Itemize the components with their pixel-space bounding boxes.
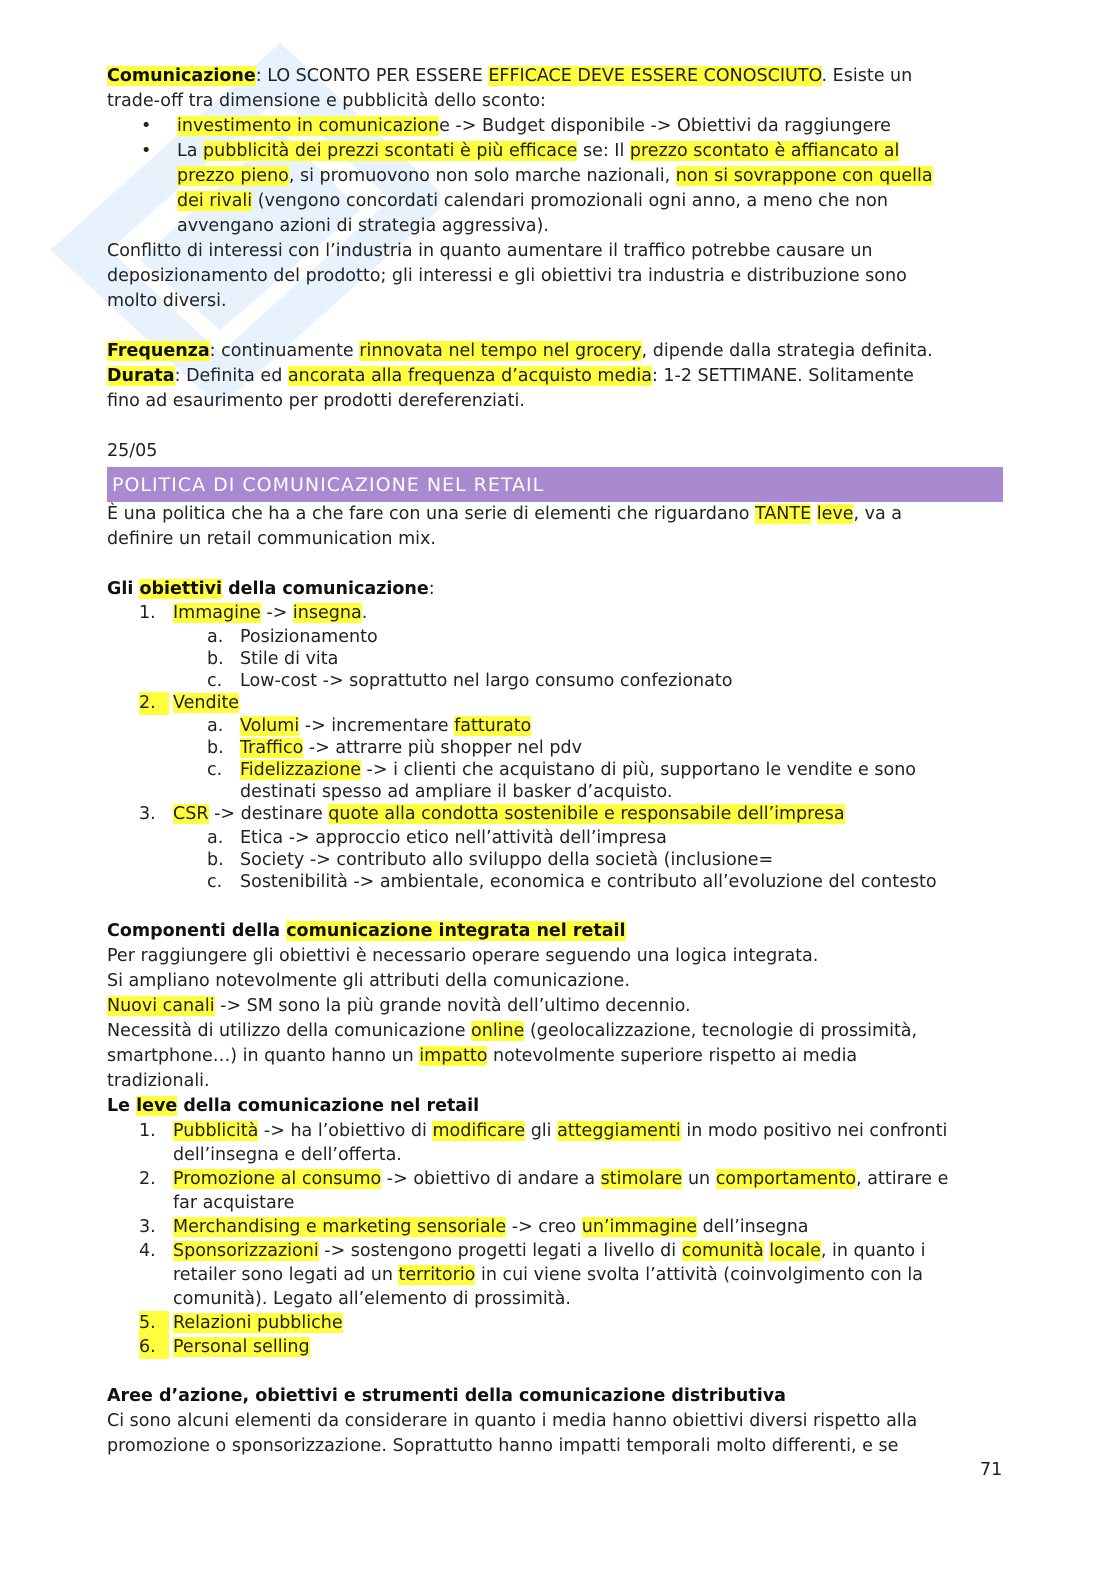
objective-subitem: b. Traffico -> attrarre più shopper nel pdv bbox=[207, 738, 582, 758]
objectives-list bbox=[107, 602, 1003, 626]
components-line: Per raggiungere gli obiettivi è necessario operare seguendo una logica integrata. bbox=[107, 945, 819, 966]
lever-item: 6. Personal selling bbox=[139, 1336, 310, 1357]
objective-subitem: a. Etica -> approccio etico nell’attività dell’impresa bbox=[207, 827, 667, 848]
document-page bbox=[107, 64, 1003, 1459]
objective-subitem: c. Low-cost -> soprattutto nel largo consumo confezionato bbox=[207, 670, 733, 691]
objective-subitem: c. Fidelizzazione -> i clienti che acquistano di più, supportano le vendite e sono destinati spesso ad ampliare il basker d’acquisto. bbox=[207, 760, 917, 802]
lever-item: 2. Promozione al consumo -> obiettivo di andare a stimolare un comportamento, attirare e far acquistare bbox=[139, 1168, 949, 1213]
objective-item: 1. Immagine -> insegna. bbox=[139, 603, 368, 623]
areas-title: Aree d’azione, obiettivi e strumenti della comunicazione distributiva bbox=[107, 1385, 786, 1406]
components-line: Si ampliano notevolmente gli attributi della comunicazione. bbox=[107, 970, 630, 991]
components-line: Necessità di utilizzo della comunicazione online (geolocalizzazione, tecnologie di prossimità, smartphone…) in quanto hanno un impatto notevolmente superiore rispetto ai media tradizionali. bbox=[107, 1020, 918, 1091]
areas-line: Ci sono alcuni elementi da considerare in quanto i media hanno obiettivi diversi rispetto alla bbox=[107, 1410, 918, 1431]
objective-item: 2. Vendite bbox=[107, 692, 1003, 716]
page-number: 71 bbox=[980, 1460, 1003, 1480]
section-heading: POLITICA DI COMUNICAZIONE NEL RETAIL bbox=[107, 467, 1003, 502]
date-label: 25/05 bbox=[107, 441, 158, 461]
bullet-item: • La pubblicità dei prezzi scontati è più efficace se: Il prezzo scontato è affiancato al prezzo pieno, si promuovono non solo marche nazionali, non si sovrappone con quella dei rivali (vengono concordati calendari promozionali ogni anno, a meno che non avvengano azioni di strategia aggressiva). bbox=[107, 139, 1003, 239]
components-title: Componenti della comunicazione integrata nel retail bbox=[107, 920, 626, 941]
duration-line-cont: fino ad esaurimento per prodotti dereferenziati. bbox=[107, 391, 525, 411]
lever-item: 5. Relazioni pubbliche bbox=[139, 1312, 343, 1333]
lever-item: 3. Merchandising e marketing sensoriale -> creo un’immagine dell’insegna bbox=[139, 1216, 809, 1237]
communication-paragraph: Comunicazione: LO SCONTO PER ESSERE EFFICACE DEVE ESSERE CONOSCIUTO. Esiste un bbox=[107, 66, 913, 86]
levers-list bbox=[107, 1119, 1003, 1359]
components-line: Nuovi canali -> SM sono la più grande novità dell’ultimo decennio. bbox=[107, 995, 691, 1016]
objective-subitem: b. Stile di vita bbox=[207, 648, 339, 669]
objective-subitems bbox=[107, 715, 1003, 803]
objective-subitems bbox=[107, 827, 1003, 893]
lever-item: 1. Pubblicità -> ha l’obiettivo di modificare gli atteggiamenti in modo positivo nei confronti dell’insegna e dell’offerta. bbox=[139, 1120, 948, 1165]
objective-subitem: c. Sostenibilità -> ambientale, economica e contributo all’evoluzione del contesto bbox=[207, 871, 937, 892]
objectives-title: Gli obiettivi della comunicazione: bbox=[107, 579, 435, 599]
conflict-paragraph: Conflitto di interessi con l’industria in quanto aumentare il traffico potrebbe causare un deposizionamento del prodotto; gli interessi e gli obiettivi tra industria e distribuzione sono molto diversi. bbox=[107, 241, 907, 311]
objective-item: 3. CSR -> destinare quote alla condotta sostenibile e responsabile dell’impresa bbox=[139, 804, 845, 824]
objective-subitem: b. Society -> contributo allo sviluppo della società (inclusione= bbox=[207, 849, 774, 870]
objectives-list bbox=[107, 692, 1003, 716]
objectives-list bbox=[107, 803, 1003, 827]
duration-line: Durata: Definita ed ancorata alla frequenza d’acquisto media: 1-2 SETTIMANE. Solitamente bbox=[107, 366, 914, 386]
lever-item: 4. Sponsorizzazioni -> sostengono progetti legati a livello di comunità locale, in quanto i retailer sono legati ad un territorio in cui viene svolta l’attività (coinvolgimento con la comunità). Legato all’elemento di prossimità. bbox=[139, 1240, 926, 1309]
intro-paragraph: È una politica che ha a che fare con una serie di elementi che riguardano TANTE leve, va a definire un retail communication mix. bbox=[107, 504, 902, 549]
objective-subitems bbox=[107, 626, 1003, 692]
objective-subitem: a. Volumi -> incrementare fatturato bbox=[207, 716, 532, 736]
areas-line: promozione o sponsorizzazione. Soprattutto hanno impatti temporali molto differenti, e se bbox=[107, 1435, 899, 1456]
bullet-item: • investimento in comunicazione -> Budget disponibile -> Obiettivi da raggiungere bbox=[107, 114, 1003, 139]
levers-title: Le leve della comunicazione nel retail bbox=[107, 1095, 480, 1116]
objective-subitem: a. Posizionamento bbox=[207, 626, 378, 647]
frequency-line: Frequenza: continuamente rinnovata nel tempo nel grocery, dipende dalla strategia definita. bbox=[107, 341, 933, 361]
bullet-list bbox=[107, 114, 1003, 239]
communication-paragraph-cont: trade-off tra dimensione e pubblicità dello sconto: bbox=[107, 91, 546, 111]
